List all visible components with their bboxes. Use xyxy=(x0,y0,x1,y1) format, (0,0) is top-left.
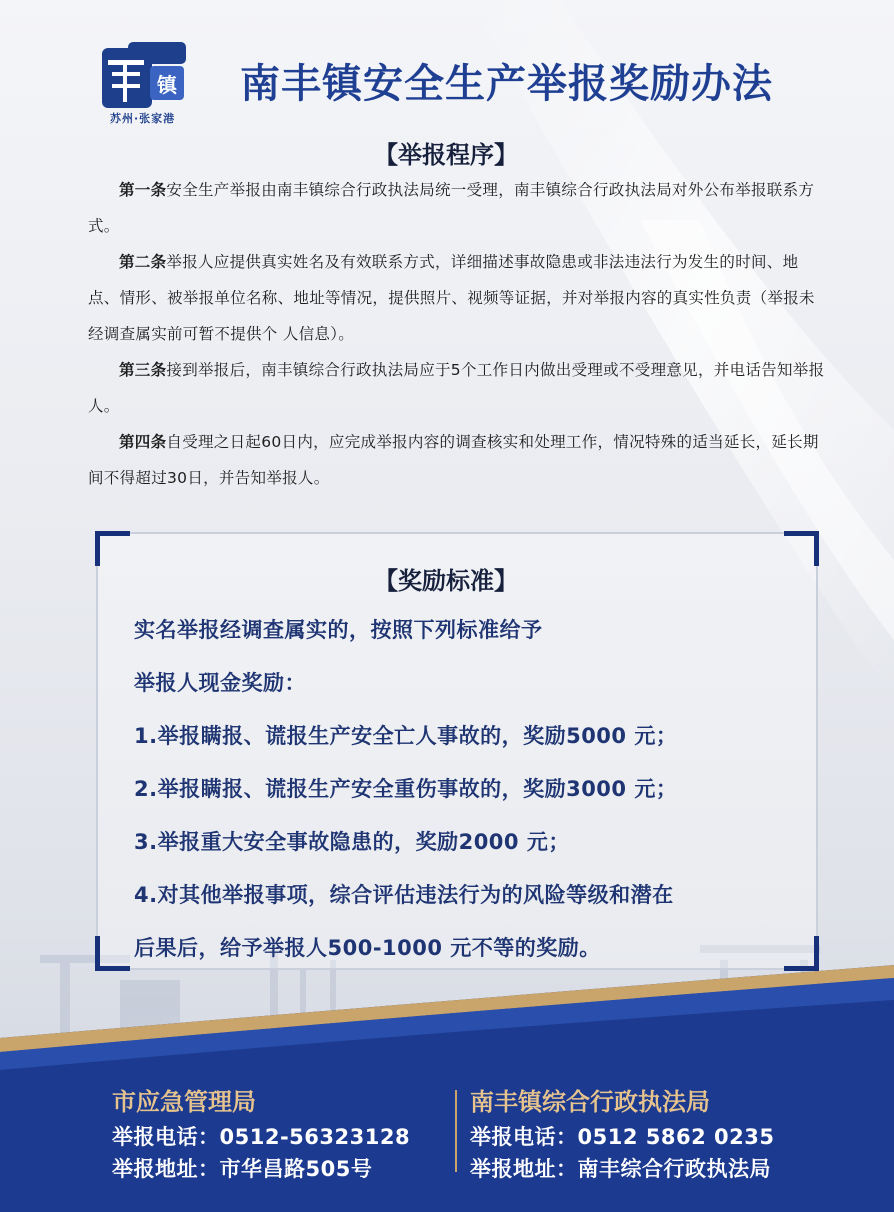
article-3 xyxy=(88,352,828,424)
footer-address: 举报地址：南丰综合行政执法局 xyxy=(470,1157,771,1181)
article-label: 第二条 xyxy=(119,253,167,271)
footer-divider xyxy=(455,1090,457,1172)
logo-character: 镇 xyxy=(157,73,177,97)
article-4 xyxy=(88,424,828,496)
reward-line: 举报人现金奖励： xyxy=(134,671,306,695)
article-label: 第四条 xyxy=(119,433,167,451)
reward-line: 4.对其他举报事项，综合评估违法行为的风险等级和潜在 xyxy=(134,883,674,907)
article-text: 安全生产举报由南丰镇综合行政执法局统一受理，南丰镇综合行政执法局对外公布举报联系方式。 xyxy=(88,181,815,235)
article-label: 第三条 xyxy=(119,361,167,379)
procedure-heading: 【举报程序】 xyxy=(374,141,518,169)
reward-line: 实名举报经调查属实的，按照下列标准给予 xyxy=(134,618,543,642)
article-text: 接到举报后，南丰镇综合行政执法局应于5个工作日内做出受理或不受理意见，并电话告知举报人。 xyxy=(88,361,825,415)
frame-corner xyxy=(95,531,130,566)
reward-line: 2.举报瞒报、谎报生产安全重伤事故的，奖励3000 元； xyxy=(134,777,678,801)
footer-phone: 举报电话：0512 5862 0235 xyxy=(470,1125,775,1149)
reward-heading: 【奖励标准】 xyxy=(374,567,518,595)
article-label: 第一条 xyxy=(119,181,167,199)
procedure-section xyxy=(88,172,828,496)
logo-subtitle: 苏州·张家港 xyxy=(110,112,176,125)
reward-line: 3.举报重大安全事故隐患的，奖励2000 元； xyxy=(134,830,570,854)
page-title: 南丰镇安全生产举报奖励办法 xyxy=(240,61,773,107)
reward-standards xyxy=(134,604,814,975)
article-text: 自受理之日起60日内，应完成举报内容的调查核实和处理工作，情况特殊的适当延长，延长期间不得超过30日，并告知举报人。 xyxy=(88,433,819,487)
footer-address: 举报地址：市华昌路505号 xyxy=(112,1157,373,1181)
header xyxy=(0,0,894,130)
article-text: 举报人应提供真实姓名及有效联系方式，详细描述事故隐患或非法违法行为发生的时间、地点、情形、被举报单位名称、地址等情况，提供照片、视频等证据，并对举报内容的真实性负责（举报未经调查属实前可暂不提供个 人信息）。 xyxy=(88,253,815,343)
reward-line: 后果后，给予举报人500-1000 元不等的奖励。 xyxy=(134,936,601,960)
article-2 xyxy=(88,244,828,352)
footer-org-name: 南丰镇综合行政执法局 xyxy=(470,1088,710,1116)
article-1 xyxy=(88,172,828,244)
frame-corner xyxy=(95,936,130,971)
footer-org-name: 市应急管理局 xyxy=(112,1088,256,1116)
footer-right-contact xyxy=(470,1083,774,1185)
reward-line: 1.举报瞒报、谎报生产安全亡人事故的，奖励5000 元； xyxy=(134,724,678,748)
frame-corner xyxy=(784,531,819,566)
footer-phone: 举报电话：0512-56323128 xyxy=(112,1125,411,1149)
footer-left-contact xyxy=(112,1083,410,1185)
